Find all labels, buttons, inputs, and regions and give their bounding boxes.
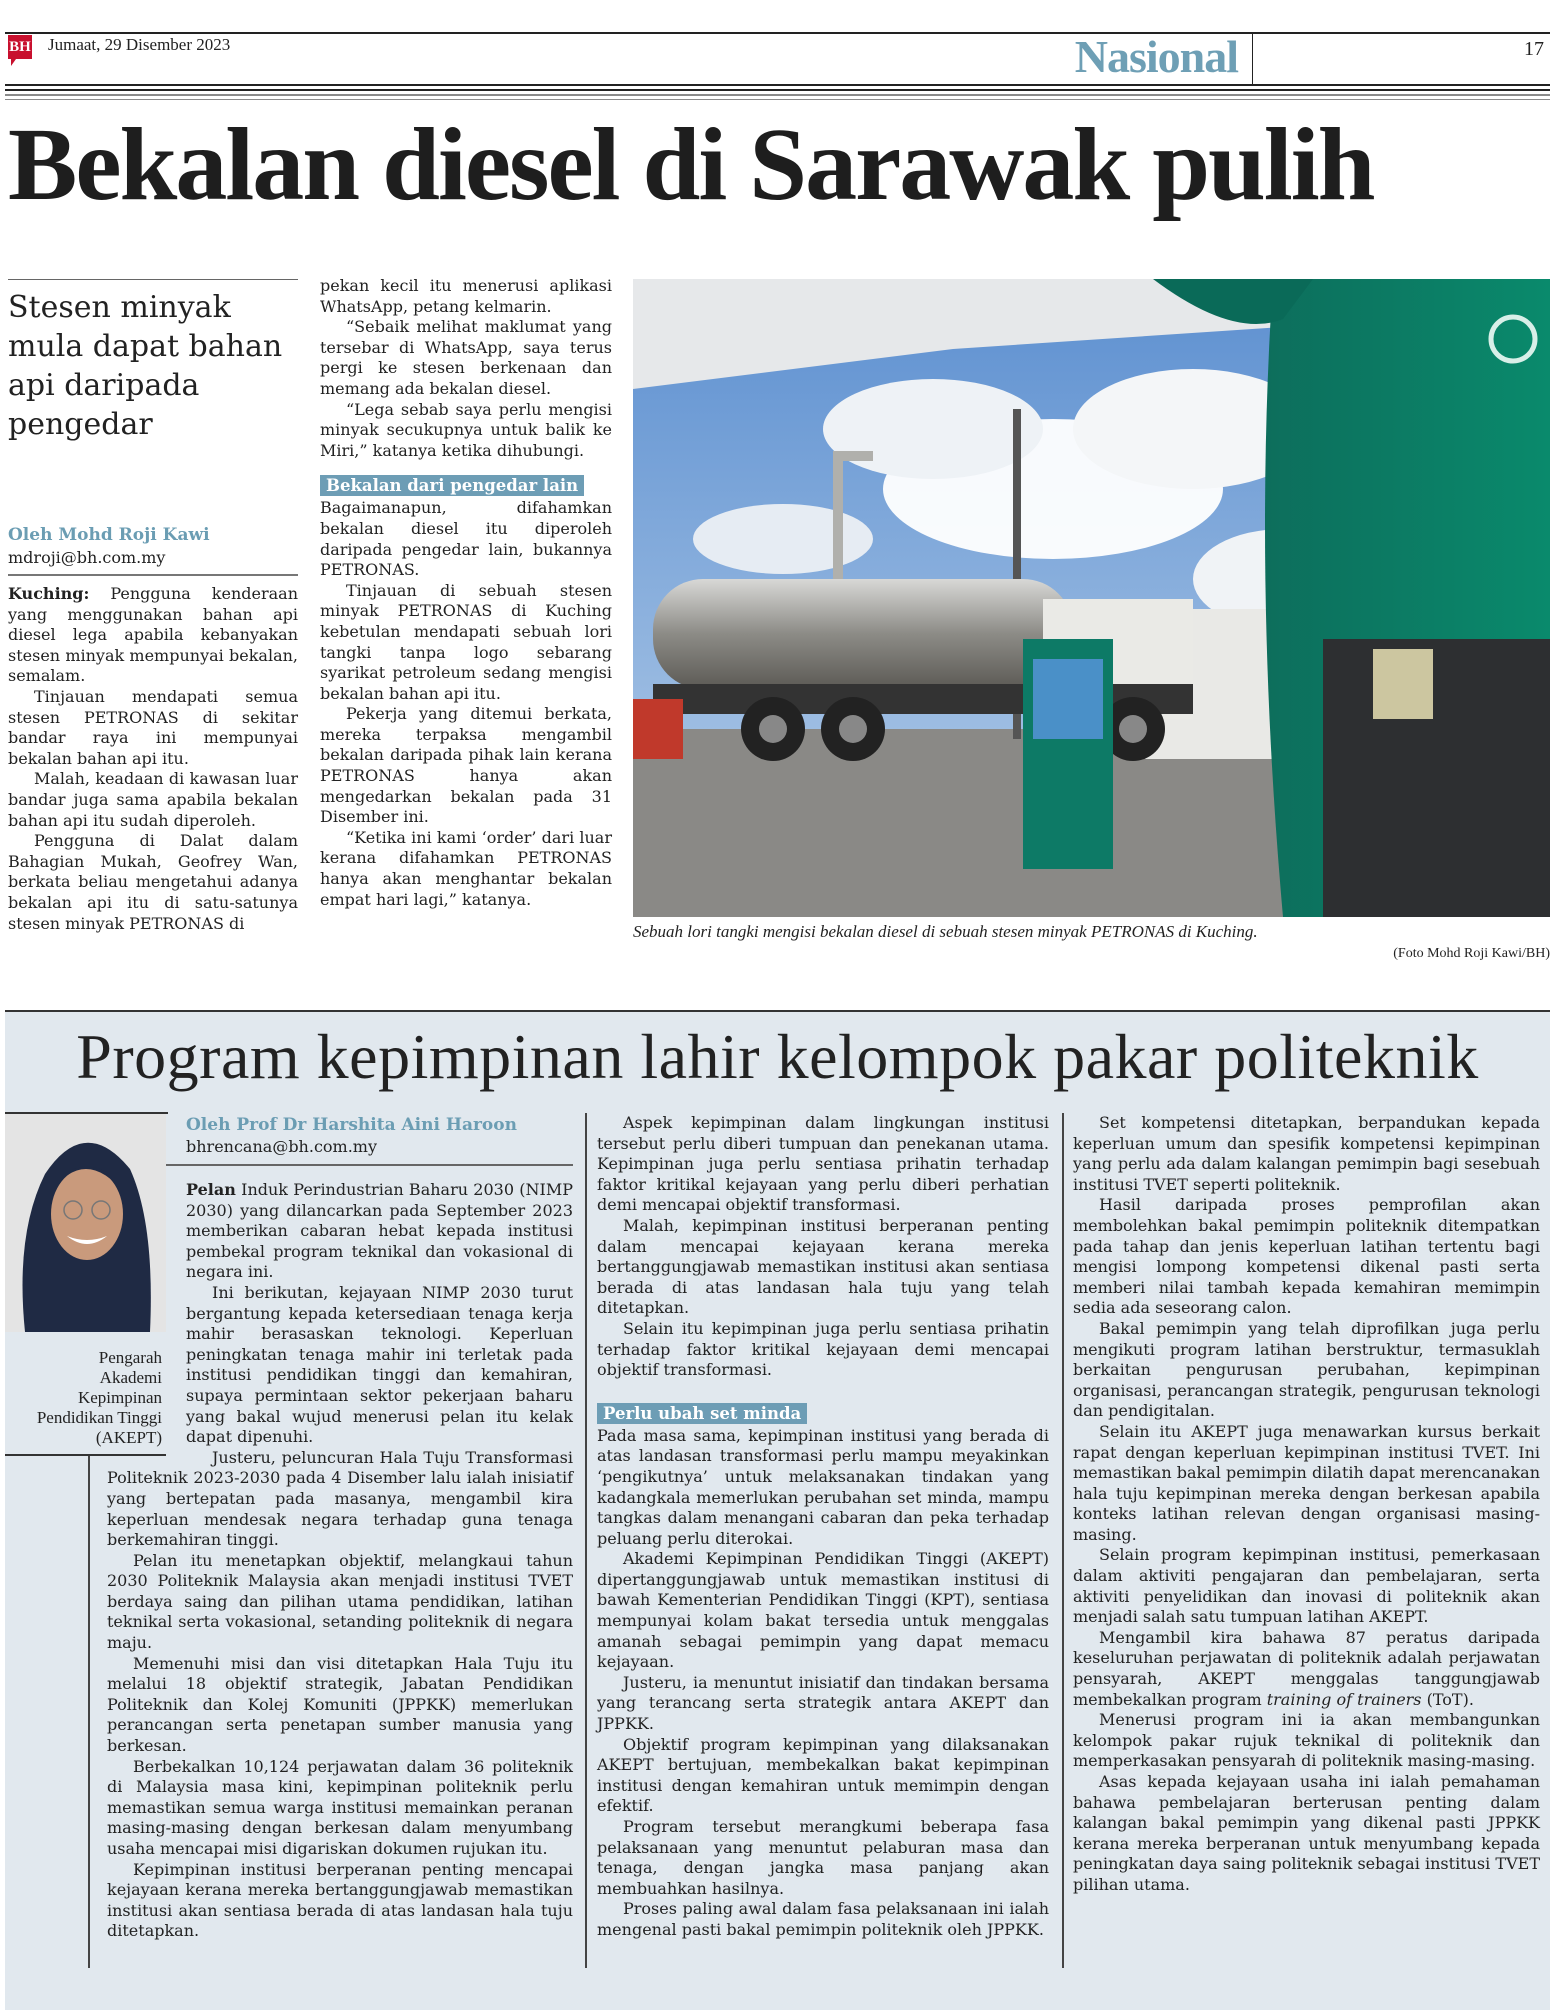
issue-date: Jumaat, 29 Disember 2023 xyxy=(48,35,231,54)
paragraph: Proses paling awal dalam fasa pelaksanaan ini ialah mengenal pasti bakal pemimpin politeknik oleh JPPKK. xyxy=(597,1899,1049,1939)
paragraph: Hasil daripada proses pemprofilan akan membolehkan bakal pemimpin politeknik ditempatkan pada tahap dan jenis keperluan latihan tertentu bagi mengisi lompong kompetensi dikenal pasti serta memberi nilai tambah kepada kemahiran memimpin sedia ada seseorang calon. xyxy=(1073,1195,1540,1318)
paragraph: Kepimpinan institusi berperanan penting mencapai kejayaan kerana mereka bertanggungjawab memastikan institusi akan sentiasa berada di atas landasan hala tuju ditetapkan. xyxy=(107,1859,573,1941)
paragraph: Berbekalkan 10,124 perjawatan dalam 36 politeknik di Malaysia masa kini, kepimpinan politeknik perlu memastikan semua warga institusi memainkan peranan masing-masing dengan berkesan dalam menyumbang usaha mencapai misi digariskan dokumen rujukan itu. xyxy=(107,1756,573,1858)
header-rule-4 xyxy=(5,99,1550,100)
paragraph: Aspek kepimpinan dalam lingkungan institusi tersebut perlu diberi tumpuan dan penekanan utama. Kepimpinan juga perlu sentiasa prihatin terhadap faktor kritikal kejayaan yang perlu diberi perhatian demi mencapai objektif transformasi. xyxy=(597,1113,1049,1215)
opinion-column-3 xyxy=(1073,1113,1540,1973)
paragraph: Tinjauan mendapati semua stesen PETRONAS di sekitar bandar raya ini mempunyai bekalan bahan api itu. xyxy=(8,686,298,768)
byline-rule xyxy=(8,574,298,576)
byline: Oleh Prof Dr Harshita Aini Haroon xyxy=(186,1115,517,1135)
lead-paragraph xyxy=(107,1180,573,1283)
paragraph xyxy=(1073,1628,1540,1710)
paragraph: pekan kecil itu menerusi aplikasi WhatsApp, petang kelmarin. xyxy=(320,276,612,316)
author-caption xyxy=(5,1338,166,1456)
article-column-1 xyxy=(8,584,298,976)
paragraph: Memenuhi misi dan visi ditetapkan Hala Tuju itu melalui 18 objektif strategik, Jabatan Pendidikan Politeknik dan Kolej Komuniti (JPPKK) memerlukan perancangan serta penetapan sumber manusia yang berkesan. xyxy=(107,1653,573,1756)
lead-text: Induk Perindustrian Baharu 2030 (NIMP 2030) yang dilancarkan pada September 2023 memberikan cabaran hebat kepada institusi pembekal program teknikal dan vokasional di negara ini. xyxy=(186,1180,573,1282)
opinion-column-1 xyxy=(36,1114,573,1974)
paragraph: Pelan itu menetapkan objektif, melangkaui tahun 2030 Politeknik Malaysia akan menjadi institusi TVET berdaya saing dan pilihan utama pendidikan, latihan teknikal serta vokasional, setanding politeknik di negara maju. xyxy=(107,1550,573,1653)
dateline: Kuching: xyxy=(8,584,90,603)
photo-credit: (Foto Mohd Roji Kawi/BH) xyxy=(1393,946,1550,961)
lead-text: Pengguna kenderaan yang menggunakan bahan api diesel lega apabila kebanyakan stesen minyak mempunyai bekalan, semalam. xyxy=(8,584,298,686)
paragraph: “Lega sebab saya perlu mengisi minyak secukupnya untuk balik ke Miri,” katanya ketika dihubungi. xyxy=(320,399,612,460)
paragraph: Menerusi program ini ia akan membangunkan kelompok pakar rujuk teknikal di politeknik dan memperkasakan pensyarah di politeknik masing-masing. xyxy=(1073,1710,1540,1771)
page-number: 17 xyxy=(1524,38,1544,60)
opinion-headline: Program kepimpinan lahir kelompok pakar politeknik xyxy=(76,1021,1479,1092)
paragraph-text: (ToT). xyxy=(1421,1689,1474,1709)
lead-word: Pelan xyxy=(186,1180,236,1199)
paragraph: Akademi Kepimpinan Pendidikan Tinggi (AKEPT) dipertanggungjawab untuk memastikan institusi di bawah Kementerian Pendidikan Tinggi (KPT), sentiasa mempunyai kolam bakat tersedia untuk menggalas amanah sebagai pemimpin yang dapat memacu kejayaan. xyxy=(597,1549,1049,1672)
tanker-truck-photo xyxy=(633,279,1550,917)
paragraph: Bakal pemimpin yang telah diprofilkan juga perlu mengikuti program latihan berstruktur, termasuklah berkaitan pengurusan perubahan, kepimpinan organisasi, perancangan strategik, pengurusan teknologi dan pendigitalan. xyxy=(1073,1318,1540,1421)
paragraph: Selain itu AKEPT juga menawarkan kursus berkait rapat dengan keperluan kepimpinan institusi TVET. Ini memastikan bakal pemimpin dilatih dapat merencanakan hala tuju kepimpinan mereka dengan berkesan apabila konteks latihan relevan dengan organisasi masing-masing. xyxy=(1073,1421,1540,1544)
paragraph-text: Mengambil kira bahawa 87 peratus daripada keseluruhan perjawatan di politeknik adalah perjawatan pensyarah, AKEPT menggalas tanggungjawab membekalkan program xyxy=(1073,1627,1540,1709)
author-photo xyxy=(5,1114,166,1332)
deck-top-rule xyxy=(8,279,298,280)
article-headline: Bekalan diesel di Sarawak pulih xyxy=(8,107,1374,222)
author-title-line: (AKEPT) xyxy=(95,1427,162,1447)
author-title-line: Pendidikan Tinggi xyxy=(36,1407,162,1427)
header-divider xyxy=(1252,32,1253,84)
paragraph: Selain program kepimpinan institusi, pemerkasaan dalam aktiviti pengajaran dan pembelajaran, serta aktiviti penyelidikan dan inovasi di politeknik akan menjadi salah satu tumpuan latihan AKEPT. xyxy=(1073,1545,1540,1627)
paragraph: Pekerja yang ditemui berkata, mereka terpaksa mengambil bekalan daripada pihak lain kerana PETRONAS hanya akan mengedarkan bekalan pada 31 Disember ini. xyxy=(320,704,612,827)
column-divider xyxy=(1062,1113,1064,1968)
lead-paragraph xyxy=(8,584,298,687)
author-email: bhrencana@bh.com.my xyxy=(107,1136,573,1166)
article-deck: Stesen minyak mula dapat bahan api daripada pengedar xyxy=(8,290,283,442)
paragraph: Malah, kepimpinan institusi berperanan penting dalam mencapai kejayaan kerana mereka bertanggungjawab memastikan institusi akan sentiasa berada di atas landasan hala tuju yang telah ditetapkan. xyxy=(597,1215,1049,1318)
paragraph: Justeru, ia menuntut inisiatif dan tindakan bersama yang terancang serta strategik antara AKEPT dan JPPKK. xyxy=(597,1672,1049,1734)
paragraph: Pada masa sama, kepimpinan institusi yang berada di atas landasan transformasi perlu mampu meyakinkan ‘pengikutnya’ untuk melaksanakan tindakan yang kadangkala memerlukan perubahan set minda, mampu tangkas dalam menangani cabaran dan peka terhadap peluang perlu diterokai. xyxy=(597,1425,1049,1548)
subheading: Perlu ubah set minda xyxy=(597,1403,807,1424)
header-top-rule xyxy=(5,32,1550,34)
header-rule-2 xyxy=(5,89,1550,91)
paragraph: Set kompetensi ditetapkan, berpandukan kepada keperluan umum dan spesifik kompetensi kepimpinan yang perlu ada dalam kalangan pemimpin bagi sesebuah institusi TVET seperti politeknik. xyxy=(1073,1113,1540,1194)
column-divider xyxy=(88,1456,90,1968)
subheading: Bekalan dari pengedar lain xyxy=(320,475,584,496)
byline: Oleh Mohd Roji Kawi xyxy=(8,525,210,545)
author-title-line: Kepimpinan xyxy=(77,1387,162,1407)
paragraph: Bagaimanapun, difahamkan bekalan diesel itu diperoleh daripada pengedar lain, bukannya PETRONAS. xyxy=(320,498,612,580)
paragraph: Objektif program kepimpinan yang dilaksanakan AKEPT bertujuan, membekalkan bakat kepimpinan institusi dengan kemahiran untuk memimpin dengan efektif. xyxy=(597,1734,1049,1816)
paragraph: Justeru, peluncuran Hala Tuju Transformasi Politeknik 2023-2030 pada 4 Disember lalu ialah inisiatif yang bertepatan pada masanya, mengambil kira keperluan mendesak negara terhadap guna tenaga berkemahiran tinggi. xyxy=(107,1447,573,1550)
paragraph: “Ketika ini kami ‘order’ dari luar kerana difahamkan PETRONAS hanya akan menghantar bekalan empat hari lagi,” katanya. xyxy=(320,827,612,909)
article-column-2 xyxy=(320,276,612,976)
opinion-column-2 xyxy=(597,1113,1049,1973)
italic-term: training of trainers xyxy=(1266,1689,1422,1709)
column-divider xyxy=(585,1113,587,1968)
author-title-line: Akademi xyxy=(99,1367,162,1387)
author-email: mdroji@bh.com.my xyxy=(8,548,166,567)
author-box xyxy=(5,1114,166,1456)
bh-logo: BH xyxy=(8,35,32,59)
paragraph: Tinjauan di sebuah stesen minyak PETRONAS di Kuching kebetulan mendapati sebuah lori tangki tanpa logo sebarang syarikat petroleum sedang mengisi bekalan bahan api itu. xyxy=(320,580,612,703)
section-title: Nasional xyxy=(1074,31,1238,82)
header-bottom-rule xyxy=(5,84,1550,86)
paragraph: Malah, keadaan di kawasan luar bandar juga sama apabila bekalan bahan api itu sudah diperoleh. xyxy=(8,769,298,830)
header-rule-3 xyxy=(5,94,1550,96)
paragraph: Pengguna di Dalat dalam Bahagian Mukah, Geofrey Wan, berkata beliau mengetahui adanya bekalan api itu di satu-satunya stesen minyak PETRONAS di xyxy=(8,831,298,933)
author-title-line: Pengarah xyxy=(98,1347,162,1367)
photo-caption: Sebuah lori tangki mengisi bekalan diesel di sebuah stesen minyak PETRONAS di Kuching. xyxy=(633,922,1258,941)
paragraph: Selain itu kepimpinan juga perlu sentiasa prihatin terhadap faktor kritikal kejayaan demi mencapai objektif transformasi. xyxy=(597,1318,1049,1380)
paragraph: “Sebaik melihat maklumat yang tersebar di WhatsApp, saya terus pergi ke stesen berkenaan dan memang ada bekalan diesel. xyxy=(320,317,612,398)
paragraph: Ini berikutan, kejayaan NIMP 2030 turut bergantung kepada ketersediaan tenaga kerja mahir berasaskan teknologi. Keperluan peningkatan tenaga mahir ini terletak pada institusi pendidikan tinggi dan kemahiran, supaya permintaan sektor pekerjaan baharu yang bakal wujud menerusi pelan itu kelak dapat dipenuhi. xyxy=(186,1282,573,1447)
paragraph: Program tersebut merangkumi beberapa fasa pelaksanaan yang menuntut pelaburan masa dan tenaga, dengan jangka masa panjang akan membuahkan hasilnya. xyxy=(597,1817,1049,1898)
paragraph: Asas kepada kejayaan usaha ini ialah pemahaman bahawa pembelajaran berterusan penting dalam kalangan bakal pemimpin yang dikenal pasti JPPKK kerana mereka berperanan untuk menyumbang kepada peningkatan daya saing politeknik sebagai institusi TVET pilihan utama. xyxy=(1073,1772,1540,1894)
tanker-truck-image xyxy=(633,279,1550,917)
